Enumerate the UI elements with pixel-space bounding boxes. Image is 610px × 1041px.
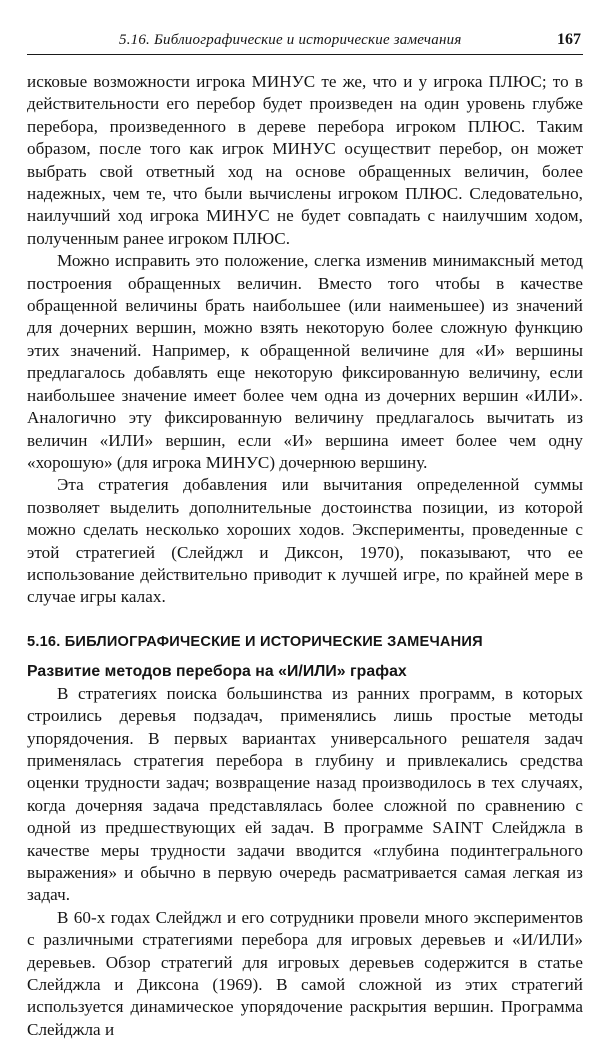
body-text — [27, 71, 583, 1041]
book-page — [27, 30, 583, 1039]
page-number: 167 — [557, 31, 581, 48]
paragraph: В стратегиях поиска большинства из ранних программ, в которых строились деревья подзадач, применялись лишь простые методы упорядочения. В первых вариантах универсального решателя задач применялась стратегия перебора в глубину и привлекались средства оценки трудности задач; возвращение назад производилось в тех случаях, когда дочерняя задача представлялась более сложной по сравнению с одной из предшествующих ей задач. В программе SAINT Слейджла в качестве меры трудности задачи вводится «глубина подинтегрального выражения» и обычно в первую очередь расматривается самая легкая из задач. — [27, 683, 583, 905]
paragraph: В 60-х годах Слейджл и его сотрудники провели много экспериментов с различными стратегиями перебора для игровых деревьев и «И/ИЛИ» деревьев. Обзор стратегий для игровых деревьев содержится в статье Слейджла и Диксона (1969). В самой сложной из этих стратегий используется динамическое упорядочение раскрытия вершин. Программа Слейджла и — [27, 907, 583, 1039]
subsection-heading: Развитие методов перебора на «И/ИЛИ» графах — [27, 662, 407, 680]
paragraph-continuation: исковые возможности игрока МИНУС те же, что и у игрока ПЛЮС; то в действительности его перебор будет произведен на один уровень глубже перебора, произведенного в дереве перебора игроком ПЛЮС. Таким образом, после того как игрок МИНУС осуществит перебор, он может выбрать свой ответный ход на основе обращенных величин, более надежных, чем те, что были вычислены игроком ПЛЮС. Следовательно, наилучший ход игрока МИНУС не будет совпадать с наилучшим ходом, полученным ранее игроком ПЛЮС. — [27, 72, 583, 248]
paragraph: Эта стратегия добавления или вычитания определенной суммы позволяет выделить дополнительные достоинства позиции, из которой можно сделать несколько хороших ходов. Эксперименты, проведенные с этой стратегией (Слейджл и Диксон, 1970), показывают, что ее использование действительно приводит к лучшей игре, по крайней мере в случае игры калах. — [27, 475, 583, 607]
running-header — [27, 30, 583, 55]
running-title: 5.16. Библиографические и исторические замечания — [119, 32, 462, 48]
paragraph: Можно исправить это положение, слегка изменив минимаксный метод построения обращенных величин. Вместо того чтобы в качестве обращенной величины брать наибольшее (или наименьшее) из значений для дочерних вершин, можно взять некоторую более сложную функцию этих значений. Например, к обращенной величине для «И» вершины предлагалось добавлять еще некоторую фиксированную величину, если наибольшее значение имеет более чем одна из дочерних вершин «ИЛИ». Аналогично эту фиксированную величину предлагалось вычитать из величин «ИЛИ» вершин, если «И» вершина имеет более чем одну «хорошую» (для игрока МИНУС) дочернюю вершину. — [27, 251, 583, 472]
section-heading: 5.16. БИБЛИОГРАФИЧЕСКИЕ И ИСТОРИЧЕСКИЕ ЗАМЕЧАНИЯ — [27, 633, 483, 650]
